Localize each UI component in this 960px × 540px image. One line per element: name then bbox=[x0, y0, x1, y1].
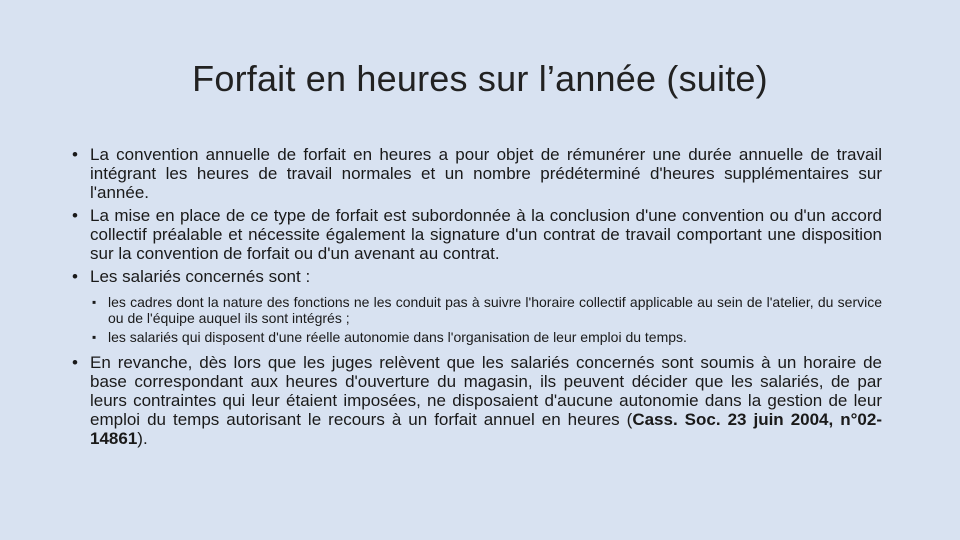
bullet-item: • La convention annuelle de forfait en heures a pour objet de rémunérer une durée annuelle de travail intégrant les heures de travail normales et un nombre prédéterminé d'heures supplémentaires sur l'année. bbox=[72, 145, 882, 202]
case-citation: Cass. Soc. 23 juin 2004, n°02-14861 bbox=[90, 410, 882, 448]
bullet-item bbox=[72, 353, 882, 448]
bullet-list bbox=[72, 145, 882, 448]
slide-title: Forfait en heures sur l’année (suite) bbox=[192, 58, 768, 99]
sub-bullet-list bbox=[90, 294, 882, 345]
slide-content bbox=[72, 145, 882, 452]
bullet-item bbox=[72, 267, 882, 345]
sub-bullet-item: ▪ les cadres dont la nature des fonctions ne les conduit pas à suivre l'horaire collectif applicable au sein de l'atelier, du service ou de l'équipe auquel ils sont intégrés ; bbox=[90, 294, 882, 326]
bullet-item: • La mise en place de ce type de forfait est subordonnée à la conclusion d'une convention ou d'un accord collectif préalable et nécessite également la signature d'un contrat de travail comportant une disposition sur la convention de forfait ou d'un avenant au contrat. bbox=[72, 206, 882, 263]
bullet-suffix: ). bbox=[137, 429, 148, 448]
sub-bullet-item: ▪ les salariés qui disposent d'une réelle autonomie dans l'organisation de leur emploi du temps. bbox=[90, 329, 882, 345]
bullet-text: En revanche, dès lors que les juges relèvent que les salariés concernés sont soumis à un horaire de base correspondant aux heures d'ouverture du magasin, ils peuvent décider que les salariés, de par leurs contraintes qui leur étaient imposées, ne disposaient d'aucune autonomie dans la gestion de leur emploi du temps autorisant le recours à un forfait annuel en heures ( bbox=[90, 353, 882, 429]
bullet-text: Les salariés concernés sont : bbox=[90, 267, 311, 286]
